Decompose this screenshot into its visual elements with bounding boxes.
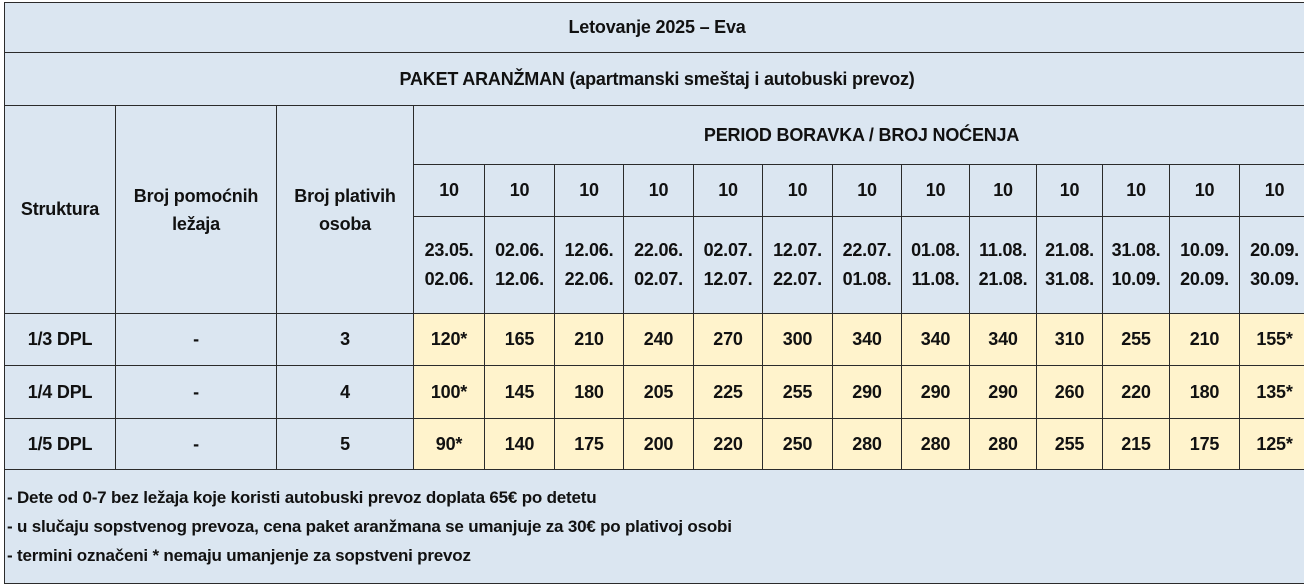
header-extra-beds bbox=[116, 106, 277, 314]
extra-beds-cell: - bbox=[116, 419, 277, 470]
period-start-date: 02.06. bbox=[495, 240, 544, 260]
price-cell: 255 bbox=[763, 366, 833, 419]
price-cell: 280 bbox=[833, 419, 902, 470]
period-start-date: 02.07. bbox=[703, 240, 753, 260]
header-nights: 10 bbox=[624, 165, 694, 217]
period-start-date: 20.09. bbox=[1250, 240, 1299, 260]
price-cell: 210 bbox=[1170, 314, 1240, 366]
price-cell: 155* bbox=[1240, 314, 1304, 366]
period-start-date: 21.08. bbox=[1045, 240, 1094, 260]
price-cell: 145 bbox=[485, 366, 555, 419]
header-nights: 10 bbox=[1240, 165, 1304, 217]
price-cell: 340 bbox=[902, 314, 970, 366]
period-start-date: 01.08. bbox=[911, 240, 960, 260]
paying-persons-cell: 5 bbox=[277, 419, 414, 470]
header-nights: 10 bbox=[902, 165, 970, 217]
header-nights: 10 bbox=[1170, 165, 1240, 217]
header-dates bbox=[1240, 217, 1304, 314]
price-cell: 180 bbox=[555, 366, 624, 419]
price-cell: 125* bbox=[1240, 419, 1304, 470]
price-table bbox=[4, 2, 1304, 584]
price-cell: 225 bbox=[694, 366, 763, 419]
price-cell: 140 bbox=[485, 419, 555, 470]
header-extra-beds-label: Broj pomoćnih ležaja bbox=[133, 185, 259, 234]
price-cell: 270 bbox=[694, 314, 763, 366]
period-end-date: 31.08. bbox=[1045, 269, 1094, 289]
price-cell: 255 bbox=[1103, 314, 1170, 366]
price-cell: 340 bbox=[970, 314, 1037, 366]
price-cell: 100* bbox=[414, 366, 485, 419]
price-cell: 135* bbox=[1240, 366, 1304, 419]
header-nights: 10 bbox=[763, 165, 833, 217]
period-end-date: 10.09. bbox=[1111, 269, 1161, 289]
header-dates bbox=[485, 217, 555, 314]
header-dates bbox=[970, 217, 1037, 314]
period-end-date: 02.07. bbox=[634, 269, 683, 289]
structure-cell: 1/3 DPL bbox=[5, 314, 116, 366]
header-dates bbox=[902, 217, 970, 314]
header-dates bbox=[1103, 217, 1170, 314]
price-cell: 280 bbox=[902, 419, 970, 470]
header-nights: 10 bbox=[414, 165, 485, 217]
extra-beds-cell: - bbox=[116, 314, 277, 366]
price-cell: 280 bbox=[970, 419, 1037, 470]
note-own-transport: - u slučaju sopstvenog prevoza, cena paket aranžmana se umanjuje za 30€ po plativoj osobi bbox=[7, 517, 732, 536]
period-start-date: 12.07. bbox=[773, 240, 822, 260]
period-end-date: 02.06. bbox=[424, 269, 474, 289]
price-cell: 300 bbox=[763, 314, 833, 366]
period-end-date: 30.09. bbox=[1250, 269, 1299, 289]
header-structure: Struktura bbox=[5, 106, 116, 314]
table-title: Letovanje 2025 – Eva bbox=[5, 3, 1304, 53]
structure-cell: 1/5 DPL bbox=[5, 419, 116, 470]
header-dates bbox=[624, 217, 694, 314]
note-asterisk: - termini označeni * nemaju umanjenje za sopstveni prevoz bbox=[7, 546, 471, 565]
header-period: PERIOD BORAVKA / BROJ NOĆENJA bbox=[414, 106, 1304, 165]
period-end-date: 01.08. bbox=[842, 269, 892, 289]
period-start-date: 23.05. bbox=[424, 240, 474, 260]
paying-persons-cell: 3 bbox=[277, 314, 414, 366]
price-cell: 340 bbox=[833, 314, 902, 366]
period-end-date: 22.07. bbox=[773, 269, 822, 289]
period-end-date: 12.07. bbox=[703, 269, 753, 289]
header-dates bbox=[555, 217, 624, 314]
paying-persons-cell: 4 bbox=[277, 366, 414, 419]
price-cell: 180 bbox=[1170, 366, 1240, 419]
header-dates bbox=[1170, 217, 1240, 314]
header-dates bbox=[1037, 217, 1103, 314]
table-row bbox=[5, 419, 1304, 470]
note-child-supplement: - Dete od 0-7 bez ležaja koje koristi autobuski prevoz doplata 65€ po detetu bbox=[7, 488, 597, 507]
period-start-date: 11.08. bbox=[979, 240, 1027, 260]
price-cell: 250 bbox=[763, 419, 833, 470]
header-nights: 10 bbox=[555, 165, 624, 217]
period-end-date: 22.06. bbox=[564, 269, 614, 289]
header-nights: 10 bbox=[1037, 165, 1103, 217]
period-end-date: 11.08. bbox=[911, 269, 960, 289]
extra-beds-cell: - bbox=[116, 366, 277, 419]
header-nights: 10 bbox=[694, 165, 763, 217]
price-cell: 255 bbox=[1037, 419, 1103, 470]
price-cell: 310 bbox=[1037, 314, 1103, 366]
table-subtitle: PAKET ARANŽMAN (apartmanski smeštaj i autobuski prevoz) bbox=[5, 53, 1304, 106]
price-cell: 290 bbox=[833, 366, 902, 419]
price-cell: 205 bbox=[624, 366, 694, 419]
price-cell: 260 bbox=[1037, 366, 1103, 419]
price-cell: 175 bbox=[555, 419, 624, 470]
header-nights: 10 bbox=[970, 165, 1037, 217]
header-nights: 10 bbox=[485, 165, 555, 217]
period-end-date: 21.08. bbox=[978, 269, 1028, 289]
period-start-date: 10.09. bbox=[1180, 240, 1229, 260]
notes bbox=[5, 470, 1304, 584]
price-cell: 120* bbox=[414, 314, 485, 366]
period-start-date: 22.07. bbox=[842, 240, 892, 260]
period-start-date: 12.06. bbox=[564, 240, 614, 260]
header-dates bbox=[833, 217, 902, 314]
header-paying-persons-label: Broj plativih osoba bbox=[294, 185, 396, 234]
price-cell: 175 bbox=[1170, 419, 1240, 470]
period-end-date: 20.09. bbox=[1180, 269, 1229, 289]
price-cell: 240 bbox=[624, 314, 694, 366]
period-start-date: 22.06. bbox=[634, 240, 683, 260]
header-nights: 10 bbox=[833, 165, 902, 217]
price-cell: 215 bbox=[1103, 419, 1170, 470]
price-cell: 90* bbox=[414, 419, 485, 470]
period-end-date: 12.06. bbox=[495, 269, 544, 289]
header-nights: 10 bbox=[1103, 165, 1170, 217]
header-paying-persons bbox=[277, 106, 414, 314]
period-start-date: 31.08. bbox=[1111, 240, 1161, 260]
price-cell: 165 bbox=[485, 314, 555, 366]
price-cell: 290 bbox=[970, 366, 1037, 419]
price-cell: 290 bbox=[902, 366, 970, 419]
header-dates bbox=[763, 217, 833, 314]
header-dates bbox=[414, 217, 485, 314]
table-row bbox=[5, 366, 1304, 419]
price-cell: 210 bbox=[555, 314, 624, 366]
header-dates bbox=[694, 217, 763, 314]
price-cell: 220 bbox=[1103, 366, 1170, 419]
table-row bbox=[5, 314, 1304, 366]
structure-cell: 1/4 DPL bbox=[5, 366, 116, 419]
price-cell: 200 bbox=[624, 419, 694, 470]
price-cell: 220 bbox=[694, 419, 763, 470]
